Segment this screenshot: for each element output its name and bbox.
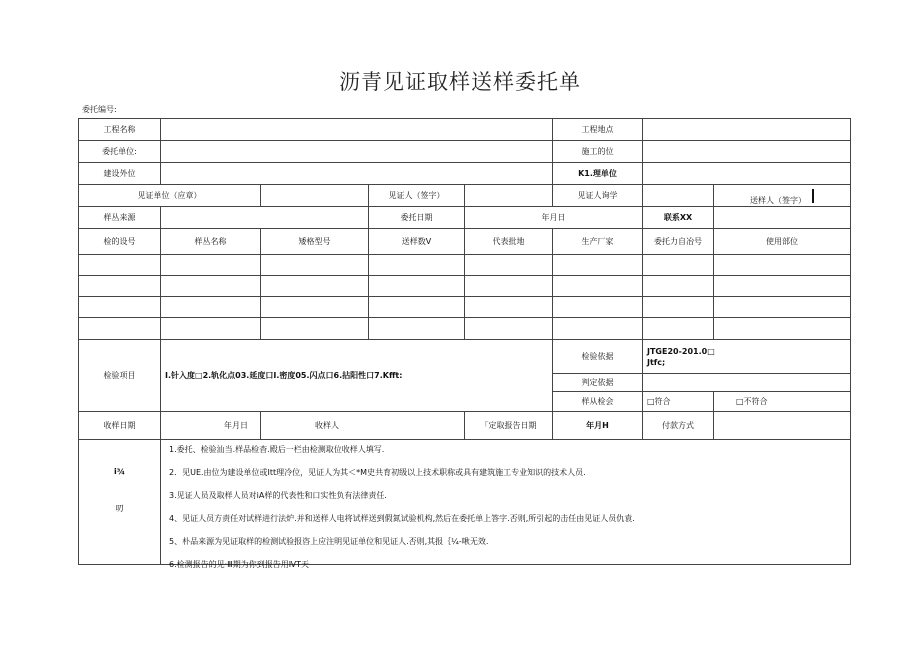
test-items-list[interactable]: I.针入度□2.轨化点03.延度口I.密度05.闪点口6.拈阳性口7.Kfft: (161, 340, 553, 412)
sample-conclusion-label: 样从检会 (553, 392, 643, 412)
note-item: 6.检测报告的见·Ⅲ期为你到报告用ⅣT天 (169, 560, 309, 569)
construction-unit-label: 施工的位 (553, 141, 643, 163)
col-header-sample-name: 样丛名称 (161, 229, 261, 255)
report-date-value[interactable]: 年月H (553, 412, 643, 440)
test-items-label: 检验项目 (79, 340, 161, 412)
contact-label: 联系XX (643, 207, 714, 229)
col-header-spec: 矮格型号 (261, 229, 369, 255)
entrust-date-value[interactable]: 年月日 (465, 207, 643, 229)
witness-unit-label: 见证单位（应章） (79, 185, 261, 207)
conform-checkbox[interactable]: □符合 (643, 392, 714, 412)
test-basis-label: 检验依据 (553, 340, 643, 374)
test-basis-value[interactable]: JTGE20-201.0□ Jtfc; (643, 340, 851, 374)
witness-cert-field[interactable] (643, 185, 714, 207)
col-header-use-part: 使用部位 (714, 229, 851, 255)
construction-unit-field[interactable] (643, 141, 851, 163)
note-item: 2．见UE.由位为建设单位或Itt理冷位，见证人为其＜*M史共育初级以上技术职称或具有建筑施工专业知识的技术人员. (169, 468, 586, 477)
project-name-field[interactable] (161, 119, 553, 141)
col-header-quantity: 送样数V (369, 229, 465, 255)
client-unit-field[interactable] (161, 141, 553, 163)
col-header-entrust-no: 委托力自冶号 (643, 229, 714, 255)
sample-source-label: 样丛来源 (79, 207, 161, 229)
table-row (79, 297, 851, 318)
receive-date-value[interactable]: 年月日 (161, 412, 261, 440)
sender-sign-label: 送样人（签字） (750, 196, 806, 205)
entrust-form (78, 118, 851, 569)
judge-basis-field[interactable] (643, 374, 851, 392)
project-site-field[interactable] (643, 119, 851, 141)
report-date-label: 「定取报告日期 (465, 412, 553, 440)
supervisor-unit-label: K1.理单位 (553, 163, 643, 185)
receiver-label: 收样人 (261, 412, 465, 440)
notes-side-label: i¾ 叨 (79, 440, 161, 565)
notes-block (161, 440, 851, 569)
sample-source-field[interactable] (161, 207, 369, 229)
payment-field[interactable] (714, 412, 851, 440)
project-name-label: 工程名称 (79, 119, 161, 141)
entrust-number-label: 委托编号: (82, 105, 117, 114)
contact-field[interactable] (714, 207, 851, 229)
judge-basis-label: 判定依据 (553, 374, 643, 392)
builder-unit-label: 建设外位 (79, 163, 161, 185)
entrust-date-label: 委托日期 (369, 207, 465, 229)
witness-cert-label: 见证人询学 (553, 185, 643, 207)
col-header-manufacturer: 生产厂家 (553, 229, 643, 255)
table-row (79, 318, 851, 340)
receive-date-label: 收样日期 (79, 412, 161, 440)
note-item: 5、朴品来源为见证取样的检测试验报咨上应注明见证单位和见证人.否则,其报｛¼-啾无效. (169, 537, 489, 546)
page-title: 沥青见证取样送样委托单 (339, 70, 581, 94)
witness-unit-field[interactable] (261, 185, 369, 207)
col-header-sample-no: 检的设号 (79, 229, 161, 255)
project-site-label: 工程地点 (553, 119, 643, 141)
col-header-batch: 代表批地 (465, 229, 553, 255)
supervisor-unit-field[interactable] (643, 163, 851, 185)
client-unit-label: 委托单位: (79, 141, 161, 163)
builder-unit-field[interactable] (161, 163, 553, 185)
note-item: 3.见证人员及取样人员对iA样的代表性和口实性负有法律责任. (169, 491, 387, 500)
marker-bar (812, 189, 814, 203)
table-row (79, 255, 851, 276)
note-item: 4、见证人员方责任对试样进行法炉.并和送样人电将试样送到假氮试验机构,然后在委托单上答字.否则,所引起的击任由见证人员仇袁. (169, 514, 635, 523)
table-row (79, 276, 851, 297)
nonconform-checkbox[interactable]: □不符合 (714, 392, 851, 412)
witness-person-label: 见证人（签字） (369, 185, 465, 207)
note-item: 1.委托、检验汕当.样品检杳.殿后一栏由检测取位收样人填写. (169, 445, 385, 454)
sender-sign-cell[interactable] (714, 185, 851, 207)
witness-person-field[interactable] (465, 185, 553, 207)
payment-label: 付款方式 (643, 412, 714, 440)
